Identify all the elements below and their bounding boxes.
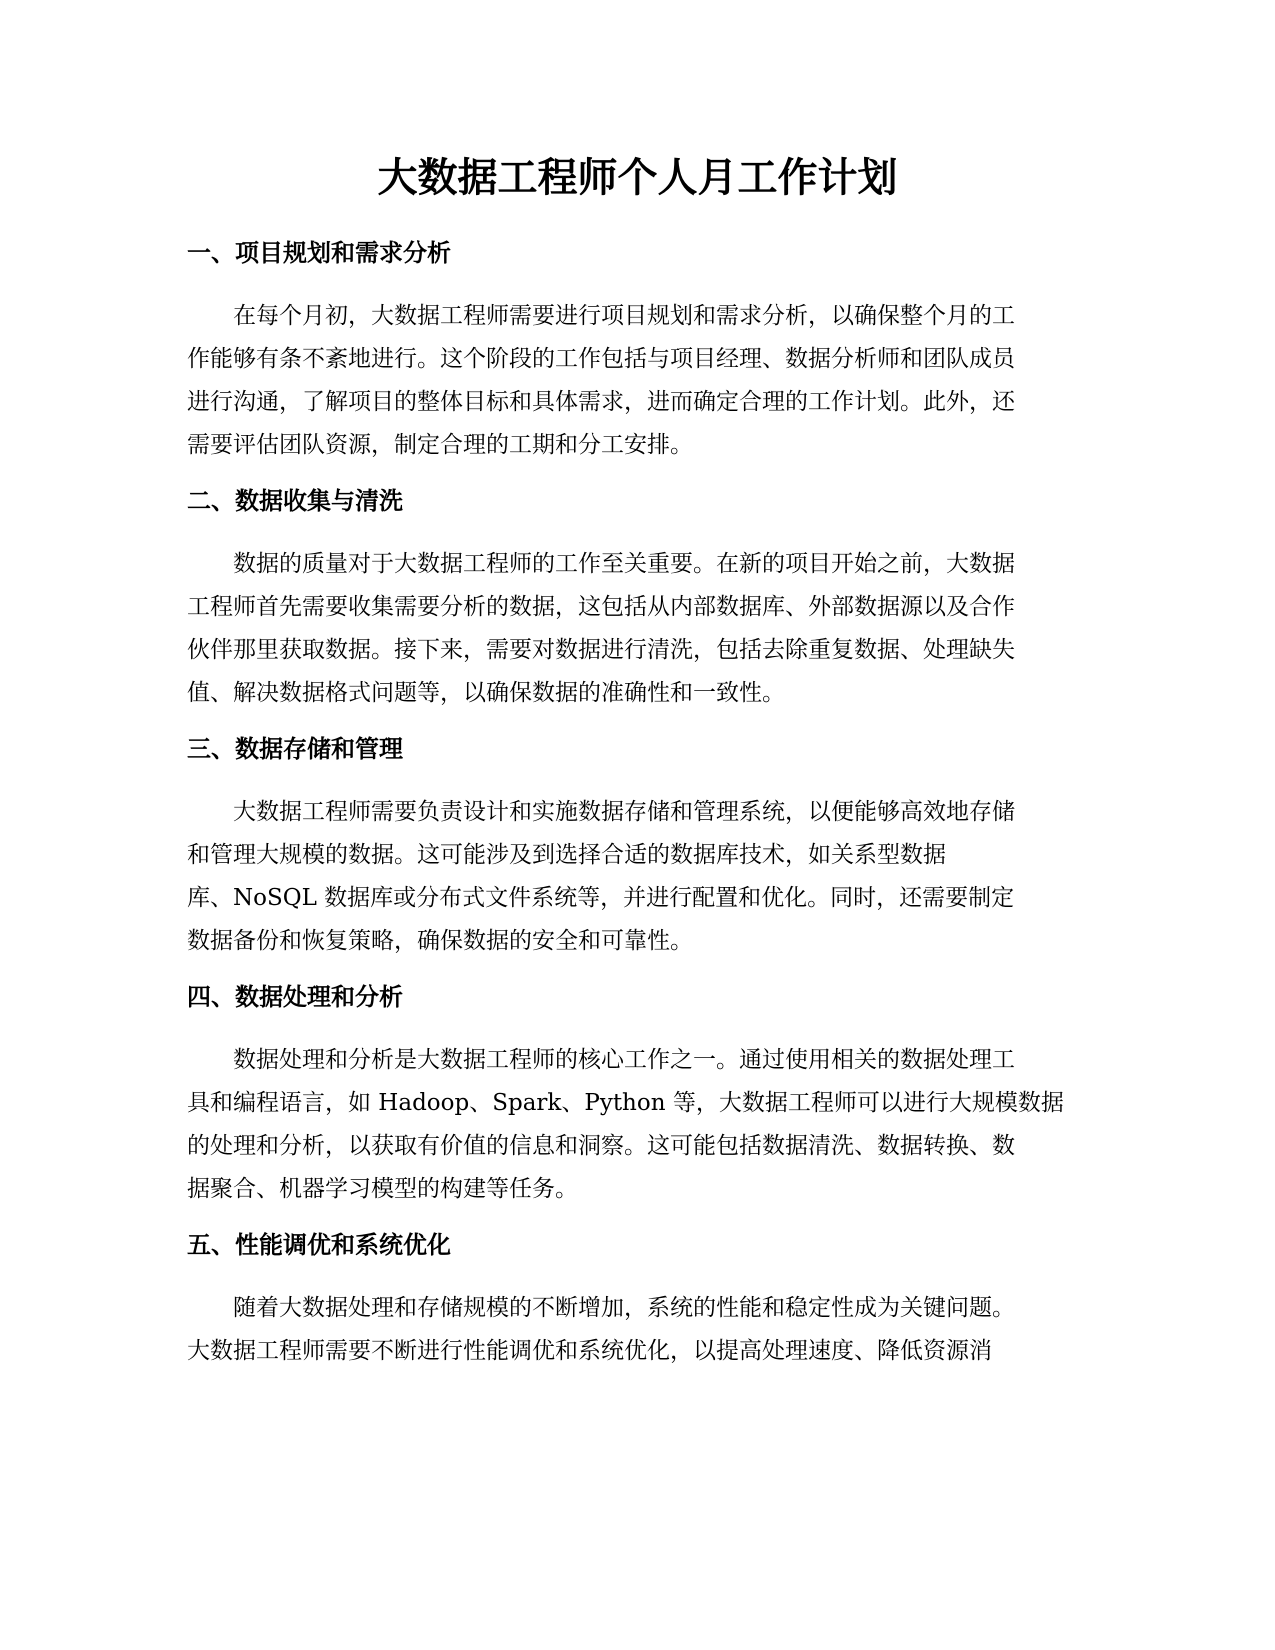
section-heading-3: 三、数据存储和管理 — [187, 735, 403, 763]
paragraph-line: 库、NoSQL 数据库或分布式文件系统等，并进行配置和优化。同时，还需要制定 — [187, 885, 1015, 911]
paragraph-line: 大数据工程师需要不断进行性能调优和系统优化，以提高处理速度、降低资源消 — [187, 1338, 992, 1364]
paragraph-line: 伙伴那里获取数据。接下来，需要对数据进行清洗，包括去除重复数据、处理缺失 — [187, 637, 1015, 663]
section-paragraph-2 — [187, 543, 1087, 715]
section-heading-4: 四、数据处理和分析 — [187, 983, 403, 1011]
paragraph-line: 和管理大规模的数据。这可能涉及到选择合适的数据库技术，如关系型数据 — [187, 842, 946, 868]
paragraph-line: 在每个月初，大数据工程师需要进行项目规划和需求分析，以确保整个月的工 — [233, 303, 1015, 329]
paragraph-line: 值、解决数据格式问题等，以确保数据的准确性和一致性。 — [187, 680, 785, 706]
paragraph-line: 的处理和分析，以获取有价值的信息和洞察。这可能包括数据清洗、数据转换、数 — [187, 1133, 1015, 1159]
paragraph-line: 具和编程语言，如 Hadoop、Spark、Python 等，大数据工程师可以进行大规模数据 — [187, 1090, 1064, 1116]
paragraph-line: 大数据工程师需要负责设计和实施数据存储和管理系统，以便能够高效地存储 — [233, 799, 1015, 825]
section-heading-5: 五、性能调优和系统优化 — [187, 1231, 451, 1259]
paragraph-line: 数据处理和分析是大数据工程师的核心工作之一。通过使用相关的数据处理工 — [233, 1047, 1015, 1073]
paragraph-line: 作能够有条不紊地进行。这个阶段的工作包括与项目经理、数据分析师和团队成员 — [187, 346, 1015, 372]
paragraph-line: 随着大数据处理和存储规模的不断增加，系统的性能和稳定性成为关键问题。 — [233, 1295, 1015, 1321]
paragraph-line: 数据备份和恢复策略，确保数据的安全和可靠性。 — [187, 928, 693, 954]
section-paragraph-1 — [187, 295, 1087, 467]
paragraph-line: 工程师首先需要收集需要分析的数据，这包括从内部数据库、外部数据源以及合作 — [187, 594, 1015, 620]
section-heading-2: 二、数据收集与清洗 — [187, 487, 403, 515]
paragraph-line: 进行沟通，了解项目的整体目标和具体需求，进而确定合理的工作计划。此外，还 — [187, 389, 1015, 415]
section-paragraph-5 — [187, 1287, 1087, 1373]
section-heading-1: 一、项目规划和需求分析 — [187, 239, 451, 267]
document-title: 大数据工程师个人月工作计划 — [377, 155, 898, 201]
section-paragraph-4 — [187, 1039, 1087, 1211]
paragraph-line: 数据的质量对于大数据工程师的工作至关重要。在新的项目开始之前，大数据 — [233, 551, 1015, 577]
section-paragraph-3 — [187, 791, 1087, 963]
paragraph-line: 需要评估团队资源，制定合理的工期和分工安排。 — [187, 432, 693, 458]
paragraph-line: 据聚合、机器学习模型的构建等任务。 — [187, 1176, 578, 1202]
